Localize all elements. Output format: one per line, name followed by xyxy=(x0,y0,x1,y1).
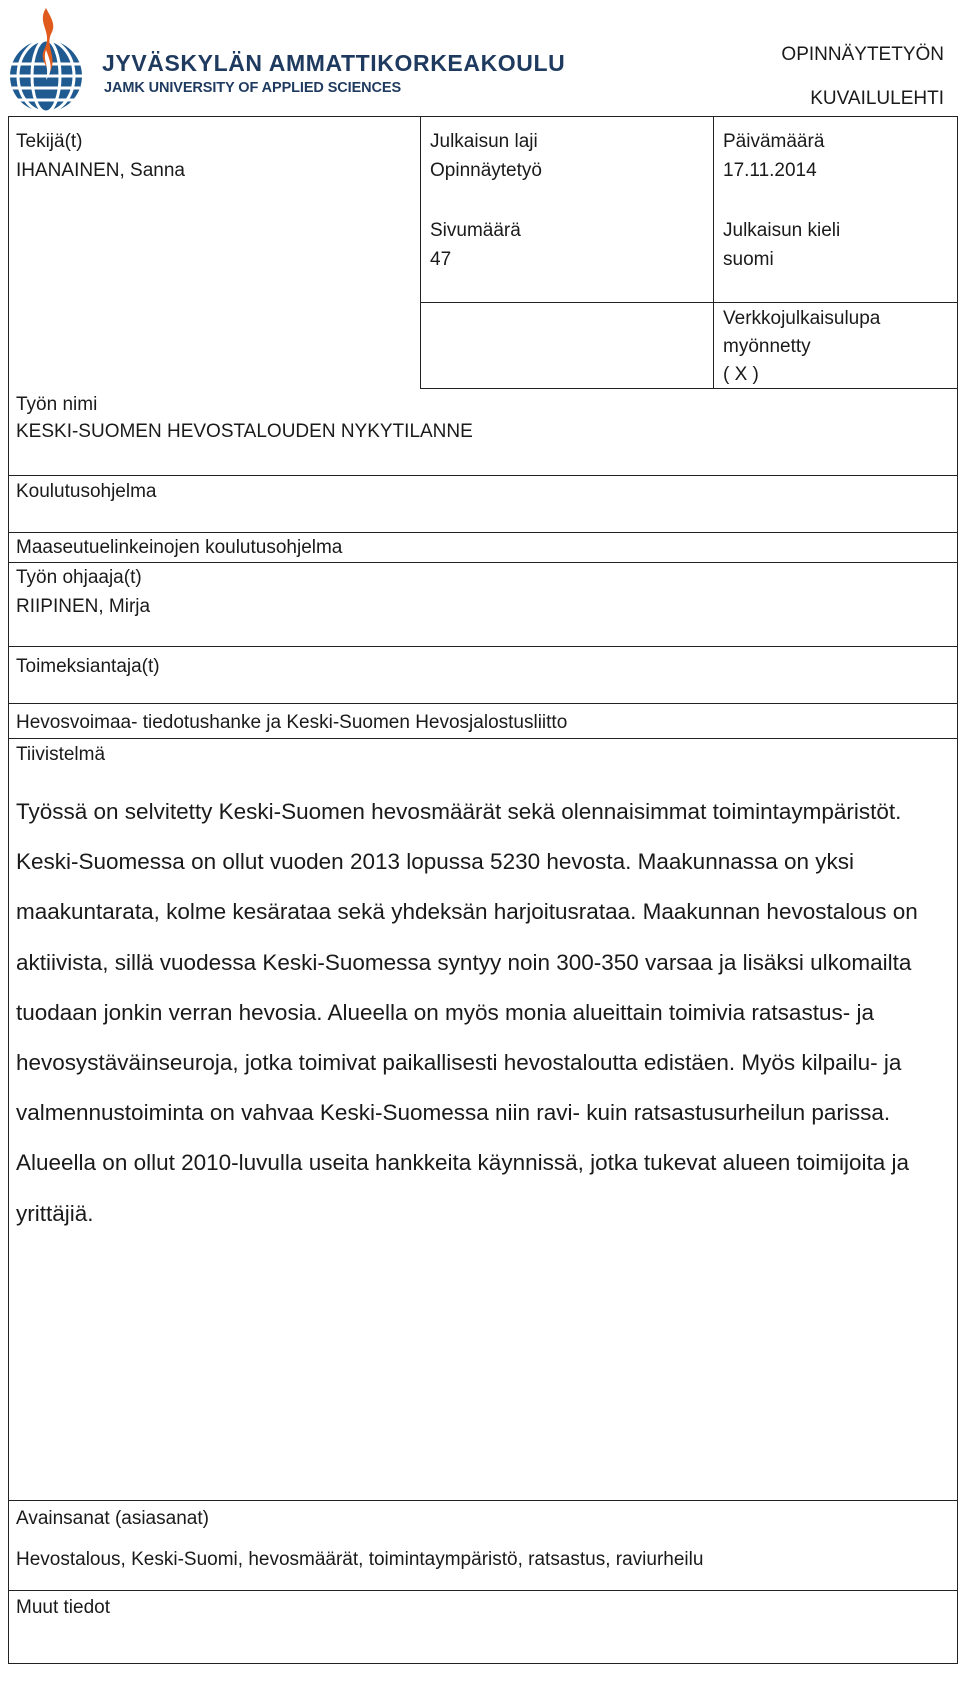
language-value: suomi xyxy=(723,249,774,270)
row-divider-supervisor xyxy=(8,646,958,647)
other-info-label: Muut tiedot xyxy=(16,1597,110,1618)
author-value: IHANAINEN, Sanna xyxy=(16,160,185,181)
university-name-english: JAMK UNIVERSITY OF APPLIED SCIENCES xyxy=(104,80,402,96)
column-divider-1 xyxy=(420,116,421,388)
column-divider-2 xyxy=(713,116,714,388)
row-divider-empty-cell xyxy=(420,388,713,389)
university-name: JYVÄSKYLÄN AMMATTIKORKEAKOULU xyxy=(102,50,566,76)
online-permit-checkbox: ( X ) xyxy=(723,364,759,385)
online-permit-label: Verkkojulkaisulupa xyxy=(723,308,881,329)
title-label: Työn nimi xyxy=(16,394,98,415)
supervisor-label: Työn ohjaaja(t) xyxy=(16,567,142,588)
commissioner-label: Toimeksiantaja(t) xyxy=(16,656,160,677)
pages-label: Sivumäärä xyxy=(430,220,521,241)
logo-emblem-icon xyxy=(6,6,86,116)
document-type-line2: KUVAILULEHTI xyxy=(810,88,944,109)
row-divider-programme-label xyxy=(8,532,958,533)
right-border xyxy=(957,116,958,1664)
date-value: 17.11.2014 xyxy=(723,160,817,181)
publication-type-value: Opinnäytetyö xyxy=(430,160,542,181)
jamk-logo xyxy=(6,6,86,116)
row-divider-abstract xyxy=(8,1500,958,1501)
row-divider-commissioner xyxy=(8,738,958,739)
left-border xyxy=(8,116,9,1664)
row-divider-title xyxy=(8,475,958,476)
row-divider-commissioner-label xyxy=(8,703,958,704)
keywords-value: Hevostalous, Keski-Suomi, hevosmäärät, toimintaympäristö, ratsastus, raviurheilu xyxy=(16,1549,704,1570)
document-type-line1: OPINNÄYTETYÖN xyxy=(781,44,944,65)
supervisor-value: RIIPINEN, Mirja xyxy=(16,596,151,617)
commissioner-value: Hevosvoimaa- tiedotushanke ja Keski-Suomen Hevosjalostusliitto xyxy=(16,712,568,733)
date-label: Päivämäärä xyxy=(723,131,825,152)
abstract-text: Työssä on selvitetty Keski-Suomen hevosmäärät sekä olennaisimmat toimintaympäristöt. Keski-Suomessa on ollut vuoden 2013 lopussa 5230 hevosta. Maakunnassa on yksi maakuntarata, kolme kesärataa sekä yhdeksän harjoitusrataa. Maakunnan hevostalous on aktiivista, sillä vuodessa Keski-Suomessa syntyy noin 300-350 varsaa ja lisäksi ulkomailta tuodaan jonkin verran hevosia. Alueella on myös monia alueittain toimivia ratsastus- ja hevosystäväinseuroja, jotka toimivat paikallisesti hevostaloutta edistäen. Myös kilpailu- ja valmennustoiminta on vahvaa Keski-Suomessa niin ravi- kuin ratsastusurheilun parissa. Alueella on ollut 2010-luvulla useita hankkeita käynnissä, jotka tukevat alueen toimijoita ja yrittäjiä. xyxy=(16,799,918,1226)
bottom-border xyxy=(8,1663,958,1664)
row-divider-programme xyxy=(8,562,958,563)
row-divider-keywords xyxy=(8,1590,958,1591)
author-label: Tekijä(t) xyxy=(16,131,83,152)
online-permit-value: myönnetty xyxy=(723,336,811,357)
pages-value: 47 xyxy=(430,249,452,270)
top-border xyxy=(8,116,958,117)
abstract-label: Tiivistelmä xyxy=(16,744,106,765)
programme-value: Maaseutuelinkeinojen koulutusohjelma xyxy=(16,537,343,558)
title-value: KESKI-SUOMEN HEVOSTALOUDEN NYKYTILANNE xyxy=(16,421,473,442)
keywords-label: Avainsanat (asiasanat) xyxy=(16,1508,209,1529)
programme-label: Koulutusohjelma xyxy=(16,481,157,502)
row-divider-pages xyxy=(420,302,957,303)
language-label: Julkaisun kieli xyxy=(723,220,841,241)
publication-type-label: Julkaisun laji xyxy=(430,131,538,152)
